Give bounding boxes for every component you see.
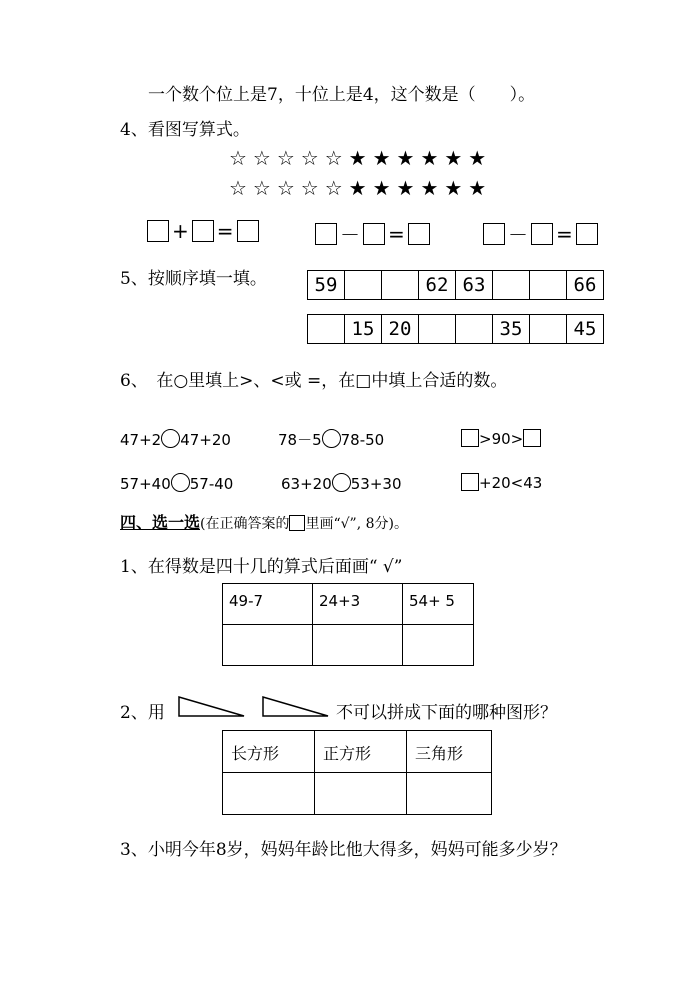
- answer-box[interactable]: [363, 223, 385, 245]
- seq-cell: 66: [567, 271, 604, 300]
- equation-3: [483, 219, 598, 248]
- s2-title-before: 2、用: [120, 703, 165, 723]
- expr-right: +20<43: [479, 474, 543, 492]
- table-header: 正方形: [315, 731, 407, 773]
- sequence-table-1: [307, 270, 604, 300]
- seq-cell[interactable]: [419, 315, 456, 344]
- answer-cell[interactable]: [315, 773, 407, 815]
- seq-cell: 45: [567, 315, 604, 344]
- fill-square[interactable]: [461, 429, 479, 447]
- seq-cell: 35: [493, 315, 530, 344]
- expr-right: 57-40: [189, 475, 234, 493]
- compare-2: [278, 429, 384, 450]
- minus-sign: －: [508, 223, 528, 247]
- equals-sign: =: [388, 221, 405, 246]
- section-title: 四、选一选: [120, 513, 201, 532]
- sequence-table-2: [307, 314, 604, 344]
- table-header: 24+3: [313, 584, 403, 625]
- expr-right: 47+20: [180, 431, 231, 449]
- equals-sign: =: [216, 219, 234, 243]
- star-row-2: ☆☆☆☆☆★★★★★★: [229, 176, 493, 200]
- seq-cell[interactable]: [493, 271, 530, 300]
- s1-table: [222, 583, 474, 666]
- seq-cell: 62: [419, 271, 456, 300]
- answer-cell[interactable]: [223, 773, 315, 815]
- seq-cell[interactable]: [382, 271, 419, 300]
- answer-cell[interactable]: [407, 773, 492, 815]
- answer-box[interactable]: [531, 223, 553, 245]
- compare-1: [120, 429, 231, 449]
- seq-cell: 20: [382, 315, 419, 344]
- s2-title-after: 不可以拼成下面的哪种图形？: [336, 703, 557, 723]
- expr-left: 63+20: [281, 475, 332, 493]
- answer-box[interactable]: [315, 223, 337, 245]
- equation-2: [315, 219, 430, 248]
- q3-text: 一个数个位上是7，十位上是4，这个数是（ ）。: [148, 85, 536, 105]
- answer-box[interactable]: [408, 223, 430, 245]
- section-note-before: (在正确答案的: [200, 516, 290, 532]
- answer-box[interactable]: [237, 220, 259, 242]
- compare-circle[interactable]: [332, 473, 351, 492]
- compare-5: [281, 473, 402, 493]
- expr-left: 78－5: [278, 431, 322, 449]
- expr-middle: >90>: [479, 430, 524, 448]
- section-4-heading: [120, 510, 408, 533]
- expr-left: 47+2: [120, 431, 162, 449]
- compare-4: [120, 473, 233, 493]
- equals-sign: =: [556, 221, 573, 246]
- table-header: 49-7: [223, 584, 313, 625]
- compare-circle[interactable]: [322, 429, 341, 448]
- answer-box[interactable]: [483, 223, 505, 245]
- seq-cell[interactable]: [530, 315, 567, 344]
- s1-title: 1、在得数是四十几的算式后面画“ √”: [120, 557, 403, 577]
- seq-cell: 15: [345, 315, 382, 344]
- seq-cell: 63: [456, 271, 493, 300]
- table-header: 三角形: [407, 731, 492, 773]
- triangle-icon: [176, 694, 248, 720]
- expr-right: 78-50: [340, 431, 385, 449]
- section-note-after: 里画“√”, 8分)。: [305, 516, 408, 532]
- square-icon: [289, 515, 305, 531]
- q4-title: 4、看图写算式。: [120, 120, 250, 140]
- answer-cell[interactable]: [313, 625, 403, 666]
- answer-cell[interactable]: [403, 625, 474, 666]
- seq-cell[interactable]: [345, 271, 382, 300]
- s2-table: [222, 730, 492, 815]
- triangle-icon: [260, 694, 332, 720]
- equation-1: [147, 219, 259, 243]
- table-header: 54+ 5: [403, 584, 474, 625]
- compare-circle[interactable]: [171, 473, 190, 492]
- answer-box[interactable]: [576, 223, 598, 245]
- compare-3: [461, 429, 541, 448]
- expr-left: 57+40: [120, 475, 171, 493]
- seq-cell: 59: [308, 271, 345, 300]
- plus-sign: +: [172, 219, 189, 243]
- answer-cell[interactable]: [223, 625, 313, 666]
- compare-6: [461, 473, 542, 492]
- fill-square[interactable]: [461, 473, 479, 491]
- star-row-1: ☆☆☆☆☆★★★★★★: [229, 146, 493, 170]
- s3-title: 3、小明今年8岁，妈妈年龄比他大得多，妈妈可能多少岁？: [120, 840, 567, 860]
- fill-square[interactable]: [523, 429, 541, 447]
- q5-title: 5、按顺序填一填。: [120, 269, 267, 289]
- seq-cell[interactable]: [530, 271, 567, 300]
- minus-sign: －: [340, 223, 360, 247]
- q6-title: 6、 在○里填上>、<或 =，在□中填上合适的数。: [120, 371, 508, 391]
- answer-box[interactable]: [147, 220, 169, 242]
- compare-circle[interactable]: [161, 429, 180, 448]
- seq-cell[interactable]: [456, 315, 493, 344]
- expr-right: 53+30: [350, 475, 402, 493]
- seq-cell[interactable]: [308, 315, 345, 344]
- answer-box[interactable]: [192, 220, 214, 242]
- table-header: 长方形: [223, 731, 315, 773]
